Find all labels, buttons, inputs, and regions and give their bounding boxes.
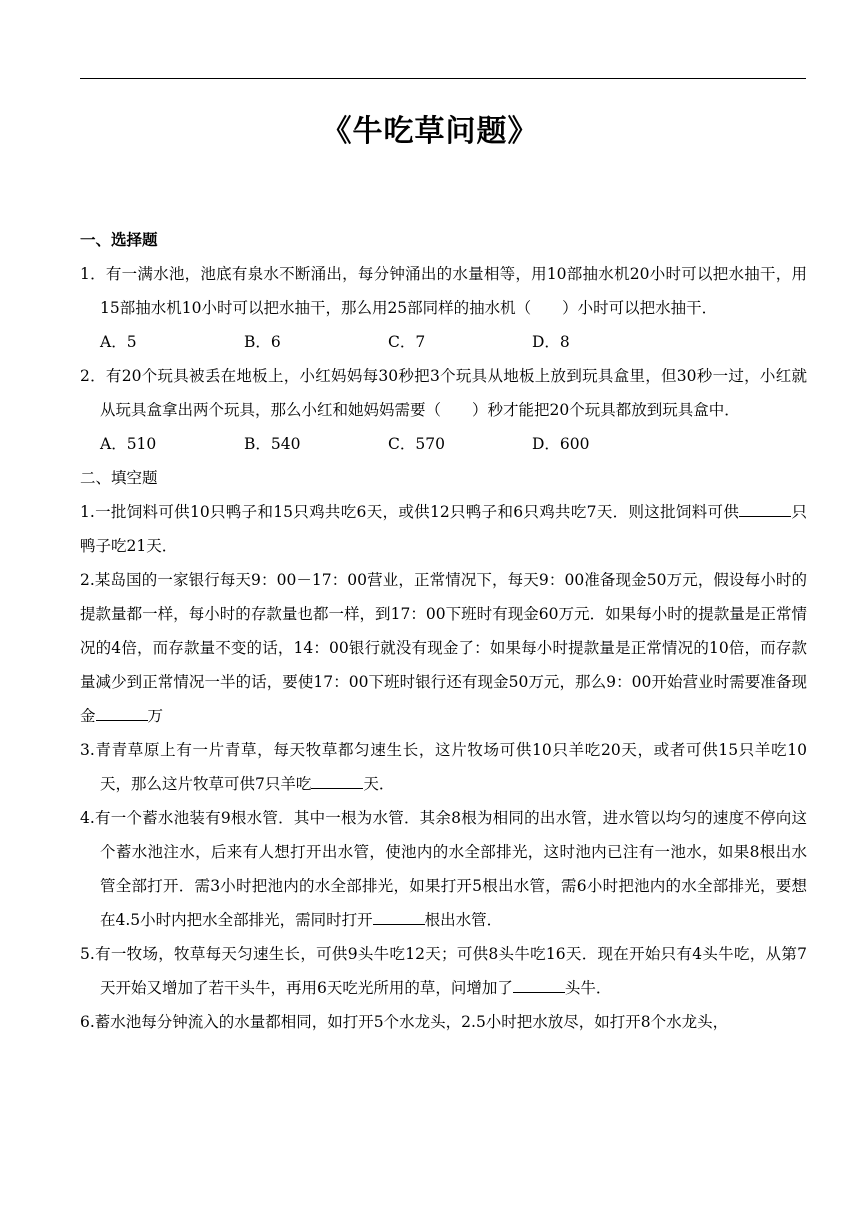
option-a: A．5: [100, 333, 137, 351]
question-text: 一批饲料可供10只鸭子和15只鸡共吃6天，或供12只鸭子和6只鸡共吃7天．则这批饲料可供: [94, 503, 740, 521]
document-body: [80, 223, 807, 1039]
question-text: 有一牧场，牧草每天匀速生长，可供9头牛吃12天；可供8头牛吃16天．现在开始只有4头牛吃，从第7天开始又增加了若干头牛，再用6天吃光所用的草，问增加了: [94, 945, 807, 997]
question-number: 5.: [80, 945, 95, 963]
section-heading-fill: 二、填空题: [80, 469, 158, 487]
question-text-tail: 只鸭子吃21天．: [80, 503, 807, 555]
option-c: C．7: [388, 333, 426, 351]
answer-blank: [96, 719, 148, 721]
choice-options-2: [80, 427, 807, 461]
question-text-tail: 万: [147, 707, 164, 725]
section-heading-choice: 一、选择题: [80, 230, 158, 249]
question-number: 6.: [80, 1013, 95, 1031]
question-number: 3.: [80, 741, 95, 759]
choice-question-1: [80, 257, 807, 325]
option-b: B．540: [244, 435, 301, 453]
answer-blank: [739, 515, 791, 517]
answer-blank: [311, 787, 363, 789]
question-number: 1．: [80, 265, 106, 283]
option-a: A．510: [100, 435, 157, 453]
choice-question-2: [80, 359, 807, 427]
option-d: D．8: [532, 333, 570, 351]
question-number: 2．: [80, 367, 106, 385]
page-title: 《牛吃草问题》: [321, 114, 539, 149]
question-text: 某岛国的一家银行每天9：00－17：00营业，正常情况下，每天9：00准备现金50万元，假设每小时的提款量都一样，每小时的存款量也都一样，到17：00下班时有现金60万元．如果每小时的提款量是正常情况的4倍，而存款量不变的话，14：00银行就没有现金了：如果每小时提款量是正常情况的10倍，而存款量减少到正常情况一半的话，要使17：00下班时银行还有现金50万元，那么9：00开始营业时需要准备现金: [80, 571, 807, 725]
fill-question-1: [80, 495, 807, 563]
answer-blank: [373, 923, 425, 925]
option-c: C．570: [388, 435, 445, 453]
question-text: 有一满水池，池底有泉水不断涌出，每分钟涌出的水量相等，用10部抽水机20小时可以把水抽干，用15部抽水机10小时可以把水抽干，那么用25部同样的抽水机（ ）小时可以把水抽干．: [100, 265, 807, 317]
answer-blank: [513, 991, 565, 993]
fill-question-5: [80, 937, 807, 1005]
fill-question-2: [80, 563, 807, 733]
question-text: 蓄水池每分钟流入的水量都相同，如打开5个水龙头，2.5小时把水放尽，如打开8个水龙头，: [94, 1013, 729, 1031]
question-number: 2.: [80, 571, 95, 589]
fill-question-4: [80, 801, 807, 937]
fill-question-3: [80, 733, 807, 801]
header-rule: [80, 78, 806, 79]
question-text-tail: 天．: [363, 775, 395, 793]
question-text: 有20个玩具被丢在地板上，小红妈妈每30秒把3个玩具从地板上放到玩具盒里，但30秒一过，小红就从玩具盒拿出两个玩具，那么小红和她妈妈需要（ ）秒才能把20个玩具都放到玩具盒中．: [100, 367, 807, 419]
option-b: B．6: [244, 333, 281, 351]
fill-question-6: [80, 1005, 807, 1039]
question-text: 有一个蓄水池装有9根水管．其中一根为水管．其余8根为相同的出水管，进水管以均匀的速度不停向这个蓄水池注水，后来有人想打开出水管，使池内的水全部排光，这时池内已注有一池水，如果8根出水管全部打开．需3小时把池内的水全部排光，如果打开5根出水管，需6小时把池内的水全部排光，要想在4.5小时内把水全部排光，需同时打开: [94, 809, 807, 929]
question-number: 1.: [80, 503, 95, 521]
choice-options-1: [80, 325, 807, 359]
question-text-tail: 根出水管．: [424, 911, 503, 929]
option-d: D．600: [532, 435, 590, 453]
question-text-tail: 头牛．: [564, 979, 612, 997]
question-text: 青青草原上有一片青草，每天牧草都匀速生长，这片牧场可供10只羊吃20天，或者可供15只羊吃10天，那么这片牧草可供7只羊吃: [94, 741, 807, 793]
question-number: 4.: [80, 809, 95, 827]
